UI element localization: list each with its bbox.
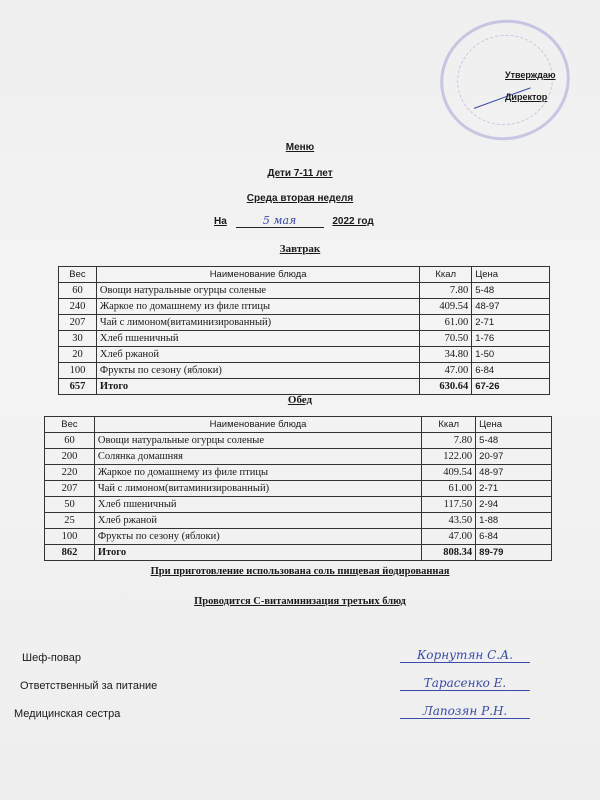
cell-dish: Жаркое по домашнему из филе птицы	[94, 465, 421, 481]
cell-dish: Овощи натуральные огурцы соленые	[94, 433, 421, 449]
cell-price: 2-71	[472, 315, 550, 331]
page-title: Меню	[285, 142, 315, 153]
cell-kcal: 122.00	[422, 449, 476, 465]
cell-weight: 20	[59, 347, 97, 363]
table-row	[45, 513, 552, 529]
table-row	[59, 363, 550, 379]
cell-weight: 207	[45, 481, 95, 497]
date-handwritten: 5 мая	[236, 214, 324, 228]
cell-price: 1-76	[472, 331, 550, 347]
cell-kcal: 61.00	[422, 481, 476, 497]
cell-price: 6-84	[476, 529, 552, 545]
cell-kcal: 47.00	[422, 529, 476, 545]
col-dish: Наименование блюда	[96, 267, 419, 283]
signature-nurse: Лапозян Р.Н.	[400, 704, 530, 719]
cell-weight: 100	[59, 363, 97, 379]
cell-weight: 60	[59, 283, 97, 299]
signature-chef: Корнутян С.А.	[400, 648, 530, 663]
signature-responsible: Тарасенко Е.	[400, 676, 530, 691]
col-dish: Наименование блюда	[94, 417, 421, 433]
col-price: Цена	[472, 267, 550, 283]
cell-kcal: 47.00	[420, 363, 472, 379]
table-row	[45, 465, 552, 481]
table-row	[45, 449, 552, 465]
signature-label-chef: Шеф-повар	[22, 652, 81, 664]
cell-kcal: 34.80	[420, 347, 472, 363]
col-weight: Вес	[59, 267, 97, 283]
lunch-table	[44, 416, 552, 561]
col-kcal: Ккал	[422, 417, 476, 433]
total-price: 89-79	[476, 545, 552, 561]
table-header	[45, 417, 552, 433]
table-row	[59, 299, 550, 315]
salt-note: При приготовление использована соль пищевая йодированная	[150, 566, 450, 577]
cell-dish: Хлеб ржаной	[94, 513, 421, 529]
total-kcal: 808.34	[422, 545, 476, 561]
age-group: Дети 7-11 лет	[267, 168, 333, 179]
cell-dish: Хлеб пшеничный	[96, 331, 419, 347]
cell-price: 2-94	[476, 497, 552, 513]
total-price: 67-26	[472, 379, 550, 395]
signature-label-nurse: Медицинская сестра	[14, 708, 121, 720]
date-prefix: На	[214, 216, 227, 227]
cell-price: 20-97	[476, 449, 552, 465]
cell-dish: Солянка домашняя	[94, 449, 421, 465]
director-label: Директор	[505, 92, 548, 102]
vitamin-note: Проводится С-витаминизация третьих блюд	[194, 596, 406, 607]
cell-weight: 220	[45, 465, 95, 481]
cell-price: 2-71	[476, 481, 552, 497]
cell-kcal: 409.54	[420, 299, 472, 315]
cell-dish: Чай с лимоном(витаминизированный)	[96, 315, 419, 331]
cell-price: 1-88	[476, 513, 552, 529]
cell-kcal: 409.54	[422, 465, 476, 481]
signature-label-responsible: Ответственный за питание	[20, 680, 158, 692]
total-row	[45, 545, 552, 561]
cell-weight: 200	[45, 449, 95, 465]
total-kcal: 630.64	[420, 379, 472, 395]
cell-dish: Жаркое по домашнему из филе птицы	[96, 299, 419, 315]
table-row	[59, 347, 550, 363]
cell-kcal: 117.50	[422, 497, 476, 513]
cell-price: 1-50	[472, 347, 550, 363]
cell-kcal: 61.00	[420, 315, 472, 331]
day-week: Среда вторая неделя	[246, 193, 354, 204]
col-kcal: Ккал	[420, 267, 472, 283]
cell-weight: 50	[45, 497, 95, 513]
breakfast-table	[58, 266, 550, 395]
table-row	[59, 283, 550, 299]
date-year: 2022 год	[332, 216, 374, 227]
cell-dish: Хлеб пшеничный	[94, 497, 421, 513]
cell-price: 48-97	[472, 299, 550, 315]
cell-kcal: 70.50	[420, 331, 472, 347]
cell-price: 5-48	[476, 433, 552, 449]
cell-price: 6-84	[472, 363, 550, 379]
cell-kcal: 43.50	[422, 513, 476, 529]
total-row	[59, 379, 550, 395]
total-weight: 862	[45, 545, 95, 561]
col-weight: Вес	[45, 417, 95, 433]
table-row	[59, 331, 550, 347]
cell-price: 5-48	[472, 283, 550, 299]
approval-block	[505, 70, 556, 102]
cell-weight: 25	[45, 513, 95, 529]
cell-weight: 60	[45, 433, 95, 449]
cell-price: 48-97	[476, 465, 552, 481]
cell-weight: 30	[59, 331, 97, 347]
cell-weight: 100	[45, 529, 95, 545]
col-price: Цена	[476, 417, 552, 433]
cell-kcal: 7.80	[420, 283, 472, 299]
total-weight: 657	[59, 379, 97, 395]
total-label: Итого	[96, 379, 419, 395]
table-row	[45, 433, 552, 449]
approve-label: Утверждаю	[505, 70, 556, 80]
cell-weight: 207	[59, 315, 97, 331]
table-header	[59, 267, 550, 283]
total-label: Итого	[94, 545, 421, 561]
cell-dish: Овощи натуральные огурцы соленые	[96, 283, 419, 299]
cell-dish: Фрукты по сезону (яблоки)	[96, 363, 419, 379]
cell-weight: 240	[59, 299, 97, 315]
table-row	[45, 529, 552, 545]
lunch-title: Обед	[287, 394, 313, 406]
date-line	[214, 214, 374, 228]
cell-kcal: 7.80	[422, 433, 476, 449]
table-row	[45, 497, 552, 513]
breakfast-title: Завтрак	[279, 243, 321, 255]
table-row	[59, 315, 550, 331]
cell-dish: Чай с лимоном(витаминизированный)	[94, 481, 421, 497]
cell-dish: Фрукты по сезону (яблоки)	[94, 529, 421, 545]
cell-dish: Хлеб ржаной	[96, 347, 419, 363]
table-row	[45, 481, 552, 497]
